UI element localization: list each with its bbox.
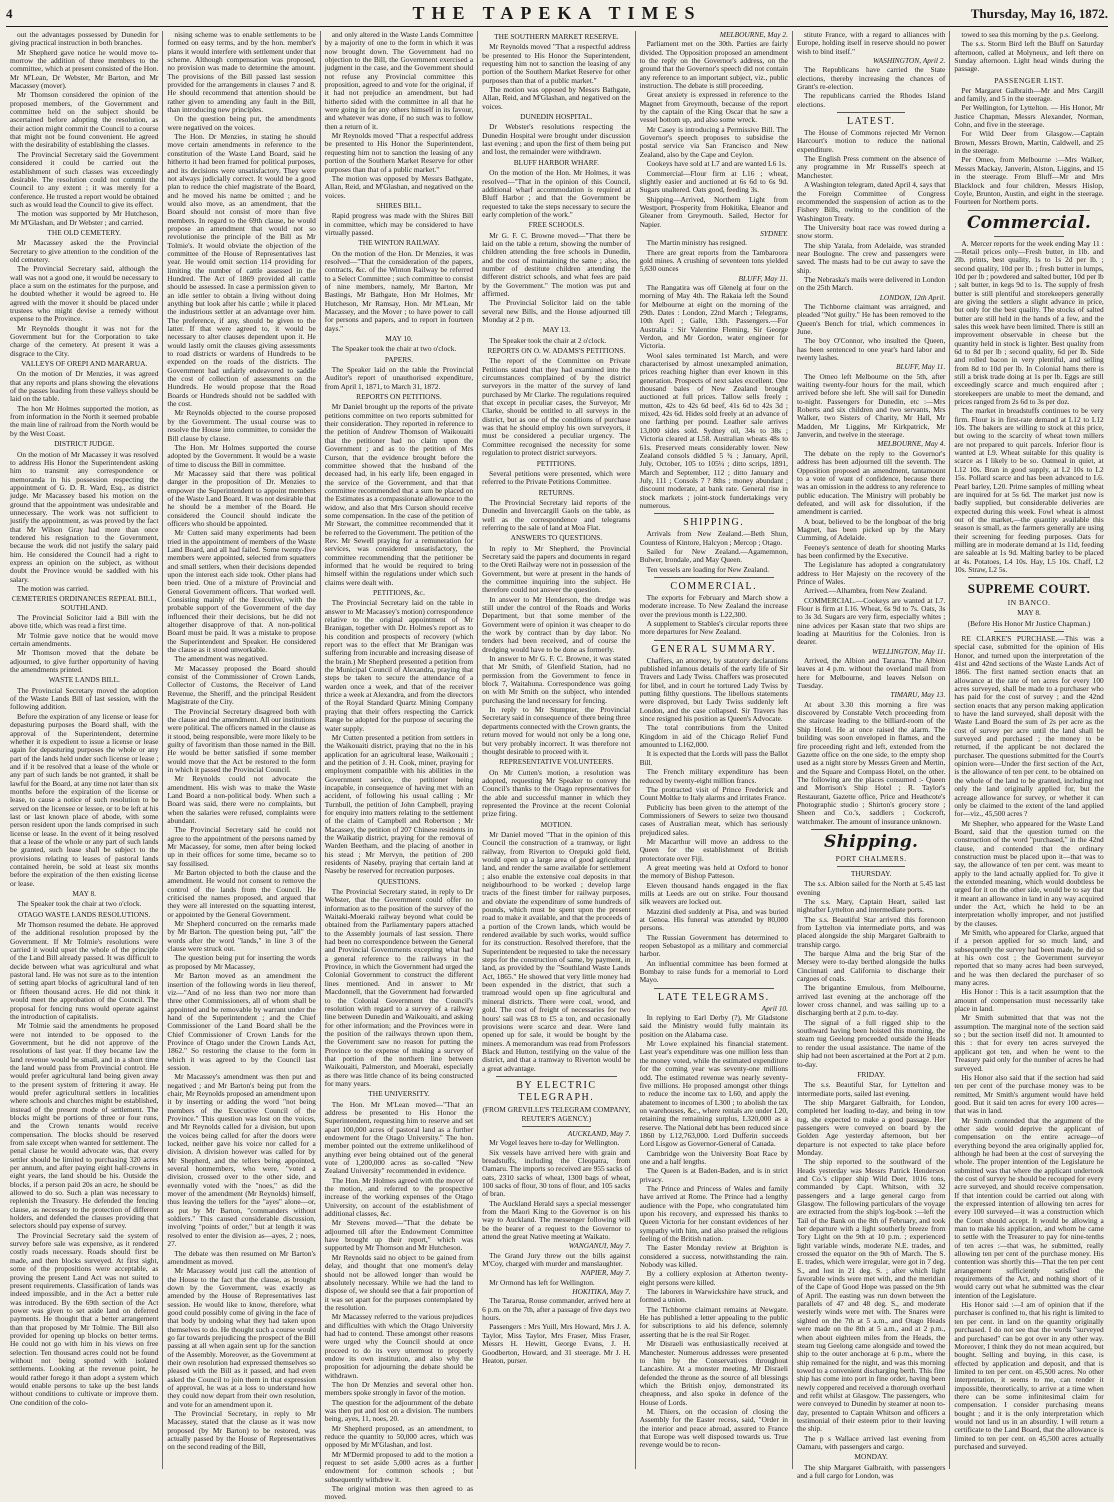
paragraph: Arrivals from New Zealand.—Beth Shun, Countess of Kintore, Halcyon ; Mercop ; Otago.: [639, 529, 788, 547]
paragraph: The Hon. Mr Holmes supported the course adopted by the Government. It would be a waste of time to discuss the Bill in committee.: [167, 442, 316, 469]
paragraph: The s.s. Albion sailed for the North at 5.45 last evening: [796, 879, 946, 897]
paragraph: Parliament met on the 30th. Parties are fairly divided. The Opposition proposed an amendment to the reply on the Governor's address, on the ground that the Governor's speech did not contain any reference to an important subject, viz., public instruction. The debate is still proceeding.: [639, 39, 788, 91]
divider: [496, 1076, 616, 1077]
section-heading: SHIPPING.: [683, 517, 745, 529]
dateline-place: WANGANUI, May 7.: [568, 1241, 631, 1251]
paragraph: The Tararua, Rouse commander, arrived here at 6 p.m. on the 7th, after a passage of five days two hours.: [482, 1296, 631, 1323]
dateline-place: TIMARU, May 13.: [890, 690, 946, 700]
paragraph: It is expected that the Lords will pass the Ballot Bill.: [639, 749, 788, 767]
paragraph: Mr Reynolds thought it was not for the Government but for the Corporation to take charge of the cemetery. At present it was a disgrace to the City.: [10, 323, 159, 358]
paragraph: The debate on the reply to the Governor's address has been adjourned till the seventh. The Opposition proposed an amendment, tantamount to a vote of want of confidence, because there was an omission in the address to any reference to public education. The Ministry will probably be defeated, and will ask for dissolution, if the amendment is carried.: [796, 448, 946, 517]
paragraph: The Provincial Secretary said the Government considered it could be carried out the establishment of such classes was exceedingly desirable. The resolution could not commit the Council to any extent ; it was merely for a conference. He trusted a report would be obtained such as would lead the Council to give its effect.: [10, 149, 159, 209]
paragraph: Arrived, the Albion and Tararua. The Albion leaves at 4 p.m. without the overland mail from here for Melbourne, and leaves Nelson on Tuesday.: [796, 656, 946, 691]
paragraph: The English Press comment on the absence of any programme in Mr Russell's speech at Manchester.: [796, 154, 946, 180]
paragraph: The barque Alma and the brig Star of the Mersey were to-day berthed alongside the hulks Cincinnati and California to discharge their cargoes of coals.: [796, 949, 946, 984]
paragraph: out the advantages possessed by Dunedin for giving practical instruction in both branches.: [10, 30, 159, 48]
paragraph: Mr Reynolds could not advocate the amendment. His wish was to make the Waste Land Board a non-political body. When such a Board was said, there were no complaints, but when the salaries were refused, complaints were abundant.: [167, 774, 316, 825]
masthead: [6, 2, 1108, 27]
paragraph: The Provincial Secretary moved the adoption of the Waste Lands Bill of last session, with the following addition.: [10, 685, 159, 712]
subheading: MOTION.: [540, 819, 573, 829]
date-line: FRIDAY.: [857, 1069, 886, 1079]
paragraph: The hon Mr Holmes supported the motion, as from information in the North it seemed probable the main line of railroad from the North would be by the West Coast.: [10, 403, 159, 438]
paragraph: The debate was then resumed on Mr Barton's amendment as moved.: [167, 1248, 316, 1266]
paragraph: The Tichborne claimant remains at Newgate. He has published a letter appealing to the public for subscriptions to aid his defence, solemnly asserting that he is the real Sir Roger.: [639, 1304, 788, 1339]
date-line: MAY 8.: [72, 889, 97, 899]
paragraph: The Provincial Secretary stated, in reply to Dr Webster, that the Government could offer no information as to the position of the survey of the Waitaki-Moeraki railway beyond what could be obtained from the Parliamentary papers attached to the Assembly journals of last session. There had been no correspondence between the General and Provincial Governments excepting what had a general reference to the railways in the Province, in which the Government had urged the Colonial Government to construct the different lines mentioned. And in answer to Mr Macdonnell, that the Government had forwarded to the Colonial Government the Council's resolution with regard to a survey of a railway line between Dunedin and Waikouaiti, and asking for other information; and the Provinces were in the position of the railways thrown upon them, the Government saw no reason for putting the Province to the expense of making a survey of that portion of the northern line between Waikouaiti, Palmerston, and Moeraki, especially as there was little chance of its being constructed for many years.: [324, 887, 474, 1088]
paragraph: Mr Macassey said that there was political danger in the proposition of Dr. Menzies to empower the Superintendent to appoint members of the Waste Land Board. It was not desirable that he should be a member of the Board. He considered the Council should indicate the officers who should be appointed.: [167, 468, 316, 528]
paragraph: Commercial—Flour firm at L16 ; wheat, slightly easier and auctioned at 6s 6d to 6s 9d. Sugars unaltered. Oats good, feeding 3s.: [639, 168, 788, 195]
paragraph: In replying to Earl Derby (?), Mr Gladstone said the Ministry would fully maintain its position on the Alabama case.: [639, 1013, 788, 1039]
dateline-place: AUCKLAND, May 7.: [567, 1128, 631, 1138]
section-subheading: PORT CHALMERS.: [835, 853, 907, 863]
paragraph: The p s Wallace arrived last evening from Oamaru, with passengers and cargo.: [796, 1433, 946, 1451]
paragraph: The question for the adjournment of the debate was then put and lost on a division. The numbers being, ayes, 11, noes, 20.: [324, 1397, 474, 1424]
paragraph: Mr Casey is introducing a Permissive Bill. The Governor's speech proposes to subsidise the postal service via San Francisco and New Zealand, also by the Cape and Ceylon.: [639, 124, 788, 159]
divider: [654, 577, 774, 578]
subheading: VALLEYS OF OREPI AND MARARUA.: [21, 359, 148, 369]
paragraph: A great meeting was held at Oxford to honor the memory of Bishop Patteson.: [639, 862, 788, 881]
paragraph: The Omeo left Melbourne on the 5th, after waiting twenty-four hours for the mail, which arrived before she left. She will sail for Dunedin to-night. Passengers for Dunedin, etc :—Mrs Roberts and six children and two servants, Mrs Walker, two Sisters of Charity, Mr Hall, Mr Madden, Mr Liggins, Mr Kirkpatrick, Mr Janverin, and twelve in the steerage.: [796, 371, 946, 440]
paragraph: The motion was supported by Mr Hutcheson, Mr M'Glashan, and Dr Webster ; and carried.: [10, 209, 159, 227]
paragraph: Mr Smith contended that the argument of the other side would deprive the applicant of compensation on the entire acreage—of everything beyond the area originally applied for, although he had been at the cost of surveying the whole. The proper intention of the Legislature he submitted was that where the applicant undertook the cost of survey he should be recouped for every acre surveyed, and should receive compensation. If that intention could be carried out along with the expressed intention of allowing ten acres for every 100 surveyed—it was a construction which the Court should accept. It would be allowing a man to make his application, and whom he came to settle with the Treasurer to pay for nine-tenths of ten acres :—that was, he submitted, really allowing ten per cent of the purchase money. His contention was shortly this—That the ten per cent arrangement sufficiently satisfied the requirements of the Act, and nothing short of it would carry out what he submitted was the clear intention of the Legislature.: [954, 1115, 1104, 1300]
paragraph: Several petitions were presented, which were referred to the Private Petitions Committee.: [482, 468, 631, 487]
divider: [837, 866, 905, 867]
paragraph: The Tichborne claimant was arraigned, and pleaded "Not guilty." He has been removed to the Queen's Bench for trial, which commences in June.: [796, 301, 946, 336]
paragraph: Publicity has been given to the attempt of the Commissioners of Sewers to seize two thousand cases of Australian meat, which has seriously prejudiced sales.: [639, 802, 788, 837]
subheading: THE OLD CEMETERY.: [47, 227, 121, 237]
paragraph: The University boat race was rowed during a snow storm.: [796, 222, 946, 241]
section-heading: COMMERCIAL.: [670, 580, 758, 592]
paragraph: Feeney's sentence of death for shooting Marks has been confirmed by the Executive.: [796, 542, 946, 560]
date-line: MAY 8.: [1017, 608, 1041, 618]
dateline-place: HOKITIKA, May 7.: [572, 1287, 631, 1297]
paragraph: The republicans carried the Rhodes Island elections.: [796, 91, 946, 109]
subheading: ANSWERS TO QUESTIONS.: [510, 533, 603, 543]
divider: [654, 640, 774, 641]
paragraph: The Queen is at Baden-Baden, and is in strict privacy.: [639, 1166, 788, 1184]
paragraph: The ship Margaret Galbraith, for London, completed her loading to-day, and being in tow tug, she expected to make a good passage. Her passengers were conveyed on board by the Golden Age yesterday afternoon, but her departure is not expected to take place before Monday.: [796, 1097, 946, 1157]
section-subheading: PASSENGER LIST.: [994, 75, 1064, 85]
paragraph: The Provincial Secretary said he could not agree to the appointment of the persons named by Mr Macassey, for some, men after being locked up in their offices for some time, became so to say fossilised.: [167, 825, 316, 868]
paragraph: His Honor said :—I am of opinion that if the purchaser is confined to, that his right is limited to ten per cent. in land on the quantity originally purchased. I do not see that the words "surveyed and purchased" can be got over in any other way. Moreover, I think they do not mean acquired, but bought. Selling and buying, in this case, is effected by application and deposit, and that is limited to ten per cent. on 45,500 acres. No other interpretation, it seems to me, can render it impossible, theoretically, to arrive at a time when there can be some infinitesimal claim for compensation. I consider purchasing means bought ; and it is the only interpretation which would not land us in an absurdity. I will return a certificate to the Land Board, that the allowance is limited to ten per cent. on 45,500 acres actually purchased and surveyed.: [954, 1300, 1104, 1451]
paragraph: The report of the Committee on Private Petitions stated that they had examined into the circumstances complained of by the district surveyors in the matter of the survey of land purchased by Mr Clarke. The regulations required that except in peculiar cases, the Surveyor, Mr Clarke, should be entitled to all surveys in the district, but as one of the conditions of purchase was that he should employ his own surveyors, it must be considered a peculiar urgency. The Committee recognised the necessity for some regulation to protect district surveyors.: [482, 356, 631, 458]
paragraph: His Honor also said that if the section had said ten per cent of the purchase money was to be remitted, Mr Smith's argument would have held good. But it said ten acres for every 100 acres—that was in land.: [954, 1072, 1104, 1116]
dateline-place: LONDON, 12th April.: [879, 292, 946, 302]
paragraph: The Republicans have carried the State elections, thereby increasing the chances of Grant's re-election.: [796, 65, 946, 92]
section-heading: LATE TELEGRAMS.: [657, 991, 770, 1003]
dateline-place: April 10.: [761, 1003, 788, 1013]
paragraph: The s.s. Mary, Captain Heart, sailed last nightafter Lyttelton and intermediate ports.: [796, 896, 946, 915]
column-7: [950, 31, 1107, 1469]
section-heading: BY ELECTRIC TELEGRAPH.: [516, 1079, 597, 1103]
paragraph: The French military expenditure has been reduced by twenty-eight million francs.: [639, 767, 788, 785]
paragraph: The Grand Jury threw out the bills against M'Coy, charged with murder and manslaughter.: [482, 1250, 631, 1269]
paragraph: Before the expiration of any license or lease for depasturing purposes the Board shall, with the approval of the Superintendent, determine whether it is expedient to issue a license or lease again for depasturing purposes the whole or any part of the lands held under such license or lease ; and if it be resolved that a lease of the whole or any part of such lands be not granted, it shall be lawful for the Board, at any time not later than six months before the expiration of the license or lease, to cause a notice of such resolution to be served on the licensee or lessee, or to be left at his last or last known place of abode, with some person resident upon the lands comprised in such license or lease. In the event of it being resolved that a lease of the whole or any part of such lands be granted, such lease shall be subject to the provisions relating to leases of pastoral lands contained herein, be sold at least six months before the expiration of the then existing license or lease.: [10, 711, 159, 888]
date-line: THURSDAY.: [850, 868, 892, 878]
paragraph: Mr G. F. C. Browne moved—"That there be laid on the table a return, showing the number of children attending the free schools in Dunedin, and the cost of maintaining the same ; also, the number of destitute children attending the different district schools, and what fees are paid by the Government." The motion was put and affirmed.: [482, 230, 631, 298]
subheading: BLUFF HARBOR WHARF.: [513, 157, 600, 167]
section-subheading: IN BANCO.: [1007, 598, 1051, 608]
paragraph: On the motion of the Hon. Mr Holmes, it was resolved—"That in the opinion of this Council, additional wharf accommodation is required at Bluff Harbor ; and that the Government be requested to take the steps necessary to secure the early completion of the work.": [482, 168, 631, 219]
paragraph: There are great reports from the Tambaroora gold mines. A crushing of seventeen tons yielded 5,630 ounces: [639, 247, 788, 274]
paragraph: Per Omeo, from Melbourne :—Mrs Walker, Messrs Mackay, Janverin, Alston, Liggins, and 15 in the steerage. From Bluff—Mr and Mrs Blacklock and four children, Messrs Hislop, Coyle, Brunton, Austin, and eight in the steerage. Fourteen for Northern ports.: [954, 155, 1104, 207]
paragraph: Great anxiety is expressed in reference to the Magnet from Greymouth, because of the report by the captain of the King Oscar that he saw a vessel bottom up, and also some wreck.: [639, 90, 788, 125]
paragraph: The House of Commons rejected Mr Vernon Harcourt's motion to reduce the national expenditure.: [796, 128, 946, 154]
paragraph: The Speaker took the chair at two o'clock.: [17, 899, 142, 909]
subheading: WASTE LANDS BILL.: [48, 675, 120, 685]
paragraph: For Wild Deer from Glasgow.—Captain Brown, Messrs Brown, Martin, Caldwell, and 25 in the steerage.: [954, 129, 1104, 156]
paragraph: The Provincial Secretary laid reports of the Dunedin and Invercargill Gaols on the table, as well as the correspondence and telegrams referring to the sale of land at Moa Flat.: [482, 497, 631, 532]
paragraph: Mr Cutten said many experiments had been tried in the appointment of members of the Waste Land Board, and all had failed. Some twenty-five members were appointed, selected from squatters and small settlers, when their decisions depended upon the interest each side took. Other plans had been tried. One of a mixture of Provincial and General Government officers. That worked well. Consisting mainly of the Executive, with the probable support of the Government of the day influenced their their decisions, but he did not altogether disapprove of that. A non-political Board must be paid. It was a mistake to propose the Superintendent and Speaker. He considered the clause as it stood unworkable.: [167, 528, 316, 655]
paragraph: RE CLARKE'S PURCHASE.—This was a special case, submitted for the opinion of His Honor, and turned upon the interpretation of the 41st and 42nd sections of the Waste Lands Act of 1866. The first named section enacts that an allowance at the rate of ten acres for every 100 acres surveyed, shall be made to a purchaser who has paid for the cost of survey ; and the 42nd section enacts that any person making application to have the land surveyed, shall deposit with the Waste Land Board the sum of 2s per acre as the cost of survey per acre until the land shall be surveyed and purchased ; the money to be returned, if the applicant be not declared the purchaser. The questions submitted for the Court's opinion were—Under the first section of the Act, is the allowance of ten per cent. to be obtained on the whole of the land to be granted, including not only the land originally applied for, but the acreage allowance for survey, or whether it can only be claimed to the extent of the land applied for—viz., 45,500 acres ?: [954, 633, 1104, 819]
paragraph: Mr Daniel moved "That in the opinion of this Council the construction of a tramway, or light railway, from Riverton to Orepuki gold field, would open up a large area of good agricultural land, and render the same available for settlement ; also enable the extensive coal deposits in that neighbourhood to be worked ; develop large tracts of the finest timber for railway purposes, and obviate the expenditure of some hundreds of pounds, which must be spent upon the present road to make it available, and that the proceeds of a portion of the Crown lands, which would be rendered available by such works, would suffice for its construction. Resolved therefore, that the Superintendent be requested to take the necessary steps for the construction of same, by payment, in land, as provided by the "Southland Waste Lands Act, 1865." He showed that very little money had been expended in the district, that such a tramroad would open up fine agricultural and mineral districts. There were coal, wood, and gold. The cost of freight of necessaries for two hours' sail was £8 to £5 a ton, and occasionally provisions were scarce and dear. Were land opened up for sale, it would be bought by the miners. A memorandum was read from Professors Black and Hutton, testifying on the value of the district, and that a tramway to Riverton would be a great advantage.: [482, 829, 631, 1073]
columns-container: [6, 30, 1108, 1502]
paragraph: Mr Daniel brought up the reports of the private petitions committee on two reports submitted for their consideration. They reported in reference to the petition of Andrew Thomson of Waikouaiti that the petitioner had no claim upon the Government ; and as to the petition of Mrs Curson, that the evidence brought before the committee showed that the husband of the deceased had, in his early life, been engaged in the service of the Government, and that that committee recommended that a sum be placed on the Estimates as a compassionate allowance to the widow, and also that Mrs Curson should receive some compensation. In the case of the petition of Mr Stewart, the committee recommended that it be referred to the Government. The petition of the Rev. Mr Sewell praying for a remuneration for services, was considered unsatisfactory, the committee recommending that the petitioner be informed that he would be required to bring himself within the regulations under which such claims were dealt with.: [324, 402, 474, 587]
paragraph: Rapid progress was made with the Shires Bill in committee, which may be considered to have virtually passed.: [324, 211, 474, 237]
paragraph: At about 3.30 this morning a fire was discovered by Constable Vetch proceeding from the staircase leading to the billiard-room of the Ship Hotel. He at once raised the alarm. The building was soon enveloped in flames, and the fire proceeding right and left, extended from the Gazette office on the one side, to the empty shop used as a night store by Messrs Green and Mertin, and the Square and Compass Hotel, on the other. The following are the places consumed :- Queen and Morrison's Ship Hotel ; R. Taylor's Restaurant, Gazette office, Price and Heathcote's Photographic studio ; Shirton's grocery store ; Sheen and Co.'s, saddlers ; Cockcroft, watchmaker. The amount of insurance unknown.: [796, 699, 946, 826]
paragraph: The Speaker laid on the table the Provincial Auditor's report of unauthorised expenditure, from April 1, 1871, to March 31, 1872.: [324, 365, 474, 391]
paragraph: Mr Barton moved as an amendment the insertion of the following words in lieu thereof, viz—"And of no less than two nor more than three other Commissioners, all of whom shall be appointed and be removable by warrant under the hand of the Superintendent ; and the Chief Commissioner of the Land Board shall be the Chief Commissioner of Crown Lands for the Province of Otago under the Crown Lands Act, 1862." So restoring the clause to the form in which it was agreed to by the Council last session.: [167, 971, 316, 1072]
paragraph: Mr Reynolds moved "That a respectful address be presented to His Honor the Superintendent, requesting him not to sanction the leasing of any portion of the Southern Market Reserve for other purposes than that of a public market.": [324, 131, 474, 174]
paragraph: Ten vessels are loading for New Zealand.: [646, 564, 769, 574]
paragraph: Mr Reynolds objected to the course proposed by the Government. The usual course was to resolve the House into committee, to consider the Bill clause by clause.: [167, 408, 316, 443]
paragraph: The total contributions from the United Kingdom in aid of the Chicago Relief Fund amounted to L162,000.: [639, 723, 788, 750]
paragraph: A Washington telegram, dated April 4, says that the Foreign Committee of Congress recommended the suspension of action as to the Fishery Bills, owing to the condition of the Washington Treaty.: [796, 180, 946, 223]
paragraph: Wool sales terminated 1st March, and were characterised by almost unexampled animation, prices reaching higher than ever known in this generation. Prospects of next sales excellent. One thousand bales of New Zealand brought auctioned at full prices. Tallow sells freely ; mutton, 42s to 42s 6d beef, 41s 6d to 42s 3d ; mixed, 42s 6d. Hides sold freely at an advance of one farthing per pound. Leather sale arrives 13,000 sides sold. Sydney oil, 34s to 38s ; Victoria cleared at L58. Australian wheats 48s to 61s. Preserved meats considerably lower. New Zealand consols diddled 5 ¾ ; January, April, July, October, 105 to 105¼ ; ditto scrips, 1891, March and September, 112 ; ditto January and July, 111 ; Consols 7 ? 8ths ; money abundant ; discount moderate, at bank rate. General rise in stock markets ; joint-stock fundertakings very numerous.: [639, 350, 788, 510]
paragraph: Chaffers, an attorney, by statutory declarations published infamous details of the early life of Sir Travers and Lady Twiss. Chaffers was prosecuted for libel, and in court he tortured Lady Twiss by putting filthy questions. The libellous statements were disproved, but Lady Twiss suddenly left London, and the case collapsed. Sir Travers has since resigned his position as Queen's Advocate.: [639, 655, 788, 724]
paragraph: On the motion of Mr Macassey it was resolved to address His Honor the Superintendent asking him to transmit any correspondence or memoranda in his possession respecting the appointment of G. D. R. Ward, Esq., as district judge. Mr Macassey based his motion on the ground that the appointment was undesirable and unnecessary. The work was not sufficient to justify the appointment, as was proved by the fact that Mr Wilson Gray had more than once tendered his resignation to the Government, because the work did not justify the salary paid him. He considered the Council had a right to express an opinion on the subject, as without doubt the Province would be saddled with his salary.: [10, 449, 159, 584]
paragraph: Mr Lowe explained his financial statement. Last year's expenditure was one million less than the money voted, while the estimated expenditure for the coming year was seventy-one millions odd. The estimated revenue was nearly seventy-five millions. He proposed amongst other things to reduce the income tax to L60, and apply the abatement to incomes of L300 ; to abolish the tax on warehouses, &c., where rentals are under L20, retaining the remaining surplus, L320,000 as a reserve. The National debt has been reduced since 1860 by L12,763,000. Lord Dufferin succeeds Lord Lisgow as Governor-General of Canada.: [639, 1039, 788, 1149]
paragraph: The Provincial Solicitor laid a Bill with the above title, which was read a first time.: [10, 613, 159, 631]
divider: [994, 236, 1063, 237]
paragraph: The Auckland Herald says a special messenger from the Maori King to the Governor is on his way to Auckland. The messenger following will be the bearer of a request to the Governor to attend the great Native meeting at Waikato.: [482, 1198, 631, 1242]
paragraph: The signal of a full rigged ship to the southward having been hoisted this morning, the steam tug Geelong proceeded outside the Heads to render the usual assistance. The name of the ship had not been ascertained at the Port at 2 p.m. to-day.: [796, 1017, 946, 1069]
subheading: PAPERS.: [384, 354, 414, 364]
paragraph: The Speaker took the chair at 2 o'clock.: [489, 335, 607, 345]
paragraph: The Prince and Princess of Wales and family have arrived at Rome. The Prince had a lengthy audience with the Pope, who congratulated him upon his recovery, and expressed his thanks to Queen Victoria for her constant evidences of her sympathy with him, and also praised the religious feeling of the British nation.: [639, 1183, 788, 1244]
paragraph: towed to sea this morning by the p.s. Geelong.: [961, 30, 1099, 39]
subheading: SHIRES BILL.: [376, 200, 422, 210]
dateline-place: WASHINGTON, April 2.: [873, 56, 946, 66]
paragraph: Mr Tolmie gave notice that he would move certain amendments.: [10, 630, 159, 649]
divider: [837, 112, 905, 113]
paragraph: Mr Reynolds moved "That a respectful address be presented to His Honor the Superintendent, requesting him not to sanction the leasing of any portion of the Southern Market Reserve for other purposes than that of a public market.": [482, 42, 631, 85]
dateline-place: WELLINGTON, May 11.: [872, 646, 946, 656]
dateline-place: MELBOURNE, May 2.: [719, 30, 788, 39]
paragraph: The motion was opposed by Messrs Bathgate, Allan, Reid, and M'Glashan, and negatived on the voices.: [324, 173, 474, 200]
paragraph: Mazzini died suddenly at Pisa, and was buried at Genoa. His funeral was attended by 80,000 persons.: [639, 906, 788, 933]
paragraph: Mr Thomson considered the opinion of the proposed members, of the Government and committee held on the subject should be ascertained before adopting the resolution, as their action might commit the Council to a course that might not be found convenient. He agreed with the desirability of establishing the classes.: [10, 90, 159, 150]
paragraph: The protracted visit of Prince Frederick and Count Moltke to Italy alarms and irritates France.: [639, 784, 788, 803]
paragraph: Mr Smith submitted that that was not the assumption. The marginal note of the section said so ; but the section itself did not. It amounted to this : that for every ten acres surveyed the applicant got ten, and when he went to the Treasury paid only for the number of acres he had surveyed.: [954, 1013, 1104, 1073]
paragraph: The Hon. Mr M'Lean moved—"That an address be presented to His Honor the Superintendent, requesting him to reserve and set apart 100,000 acres of pastoral land as a further endowment for the Otago University." The hon. member pointed out the extreme unlikelihood of anything ever being obtained out of the general vote of 1,200,000 acres as so-called "New Zealand University" recommended in evidence.: [324, 1099, 474, 1176]
paragraph: Mr Reynolds said no object to be gained from delay, and thought that one moment's delay should not be allowed longer than would be absolutely necessary. While we had the land to dispose of, we should see that a fair proportion of it was set apart for the purposes contemplated by the resolution.: [324, 1252, 474, 1312]
divider: [522, 1126, 590, 1127]
section-title: SUPREME COURT.: [967, 581, 1091, 597]
paragraph: Mr Shepherd proposed, as an amendment, to reduce the quantity to 50,000 acres, which was opposed by Mr M'Glashan, and lost.: [324, 1423, 474, 1450]
paragraph: The s.s. Beautiful Star arrived this forenoon from Lyttelton via intermediate ports, and was placed alongside the ship Margaret Galbraith to tranship cargo.: [796, 914, 946, 949]
divider: [994, 631, 1063, 632]
paragraph: The market in breadstuffs continues to be very firm. Flour is in first-rate demand at L12 to L12 10s. The bakers are willing to stock at this price, but owing to the scarcity of wheat town millers are not prepared to quit parcels. Inferior flour is wanted at L9. Wheat suitable for this quality is scarce as I likely to be so. Oatmeal in quiet, at L12 10s. Bran in good supply, at L2 10s to L2 15s. Pollard scarce and has been advanced to L6. Pearl barley, L20. Prime samples of milling wheat are inquired for at 5s 6d. The market just now is badly supplied, but considerable deliveries are expected during this week. Fowl wheat is almost out of the market,—the quantity available this season is small, as the farmers generally are using their screening for feeding purposes. Oats for milling are in moderate demand at 1s 11d, feeding are saleable at 1s 9d. Malting barley to be placed at 4s. Potatoes, L4 10s. Hay, L5 10s. Chaff, L2 10s. Straw, L2 5s.: [954, 406, 1104, 574]
paragraph: Cambridge won the University Boat Race by one and a half lengths.: [639, 1148, 788, 1166]
dateline-place: MELBOURNE, May 4.: [877, 439, 946, 449]
column-1: [6, 31, 163, 1469]
paragraph: The amendment was negatived.: [174, 654, 268, 664]
paragraph: Mr Barton objected to both the clause and the amendment. He would not consent to remove the control of the lands from the Council. He criticised the names proposed, and argued that they were all interested on the squatting interest, or appointed by the General Government.: [167, 868, 316, 919]
paragraph: A supplement to Stables's circular reports three more departures for New Zealand.: [639, 619, 788, 637]
column-4: [478, 31, 635, 1469]
divider: [654, 513, 774, 514]
date-line: MAY 13.: [542, 325, 571, 335]
paragraph: Passengers : Mrs Yuill, Mrs Howard, Mrs J. A. Taylor, Miss Taylor, Mrs Fraser, Miss Fraser, Messrs H. Hewitt, George Evans, J. H. Goodberton, Howard, and 31 steerage. Mr J. H. Heaton, purser.: [482, 1322, 631, 1365]
paragraph: Mr Stevens moved—"That the debate be adjourned till after the Endowment Committee have brought up their report," which was supported by Mr Thomson and Mr Hutcheson.: [324, 1218, 474, 1253]
subheading: DUNEDIN HOSPITAL.: [520, 112, 593, 122]
paragraph: The original motion was then agreed to as moved.: [324, 1484, 474, 1502]
dateline-place: NAPIER, May 7.: [580, 1268, 631, 1278]
subheading: THE WINTON RAILWAY.: [358, 238, 440, 248]
paragraph: On the motion of the Hon. Dr Menzies, it was resolved—"That the consideration of the papers, contracts, &c. of the Winton Railway be referred to a Select Committee ; such committee to consist of nine members, namely, Mr Barton, Mr Bastings, Mr Bathgate, Hon Mr Holmes, Mr Hutcheson, Mr Ramsay, Hon. Mr M'Lean, Mr Macassey, and the Mover ; to have power to call for persons and papers, and to report in fourteen days.": [324, 248, 474, 333]
paragraph: Mr Macassey proposed the Board should consist of the Commissioner of Crown Lands, Collector of Customs, the Receiver of Land Revenue, the Sheriff, and the principal Resident Magistrate of the City.: [167, 663, 316, 707]
paragraph: Mr Shepher, who appeared for the Waste Land Board, said that the question turned on the construction of the word "purchased," in the 42nd clause, and contended that the ordinary construction must be placed upon it—that was to say, the allowance of ten per cent. was meant to apply to the land actually applied for. To give it the extended meaning, which would doubtless be urged for it on the other side, would be to say that it meant an allowance in land in any way acquired under the Act, which he held to be an interpretation wholly improper, and not justified by the clauses.: [954, 818, 1104, 928]
paragraph: The Provincial Secretary disagreed both with the clause and the amendment. All our institutions were political. The officers named in the clause as it stood, being responsible, were more likely to be guilty of favoritism than those named in the Bill. He would be better satisfied if some member would move that the Act be restored to the form in which it passed the Provincial Council.: [167, 706, 316, 774]
paragraph: Eleven thousand hands engaged in the flax mills at Leeds are out on strike. Four thousand silk weavers are locked out.: [639, 880, 788, 907]
subheading: FREE SCHOOLS.: [528, 220, 585, 230]
paragraph: The Legislature has adopted a congratulatory address to Her Majesty on the recovery of the Prince of Wales.: [796, 560, 946, 586]
paragraph: Mr Macassey would just call the attention of the House to the fact that the clause, as brought down by the Government, was exactly as amended by the House of Representatives last session. He would like to know, therefore, what good could possibly come of giving in the face of that body by undoing what they had taken upon themselves to do. He thought such a course would go far towards prejudicing the prospect of the Bill passing at all when again sent up for the sanction of the Assembly. Moreover, as the Government at their own resolution had expressed themselves so pleased with the Bill as it passed, and had even asked the Council to join them in that expression of approval, he was at a loss to understand how they could now depart from their own resolution, and vote for an amendment upon it.: [167, 1266, 316, 1409]
page-number: 4: [6, 6, 13, 21]
paragraph: Arrived.—Alhambra, from New Zealand.: [803, 586, 928, 596]
paragraph: The Russian Government has determined to reopen Sebastopol as a military and commercial harbor.: [639, 932, 788, 959]
column-2: [163, 31, 320, 1469]
paragraph: The boy O'Connor, who insulted the Queen, has been sentenced to one year's hard labor and twenty lashes.: [796, 336, 946, 363]
subheading: DISTRICT JUDGE.: [54, 439, 115, 449]
subheading: REPRESENTATIVE VOLUNTEERS.: [499, 757, 614, 767]
paragraph: The laborers in Warwickshire have struck, and formed a union.: [639, 1287, 788, 1305]
paragraph: In reply to Mr Shepherd, the Provincial Secretary said the papers and documents in regard to the Oreti Railway were not in possession of the Government, but were at present in the hands of the committee inquiring into the subject. He therefore could not answer the question.: [482, 543, 631, 595]
date-line: (Before His Honor Mr Justice Chapman.): [967, 618, 1091, 628]
paragraph: Mr Tolmie said the amendments he proposed were not intended to be opposed to the Government, but he did not approve of the resolutions of last year. If they became law the land revenue would be small, and in a short time the land would pass from Provincial control. He would prefer agricultural land being given away to the present system of frittering it away. He would prefer agricultural settlers in localities where schools and churches might be established, instead of the present mode of settlement. The blocks might be portions of three or four runs, and the Crown tenants would receive compensation. The blocks should be reserved from sale except when wanted for settlement. The penal clause he would advocate was, that every settler should be limited to purchasing 320 acres per annum, and after paying eight half-crowns in eight years, the land should be his. Outside the blocks, if a person paid 20s an acre, he should be allowed to do so. Such a plan was necessary to replenish the Treasury. He defended the fencing clause, as necessary to the protection of different holders, and defended the clauses providing that selectors should pay expense of survey.: [10, 1021, 159, 1231]
paragraph: In answer to Mr G. F. C. Browne, it was stated that Mr Smith, of Glenfield Station, had no permission from the Government to fence in block 7, Waitahuna. Correspondence was going on with Mr Smith on the subject, who intended purchasing the land necessary for fencing.: [482, 654, 631, 705]
paragraph: The Provincial Solicitor laid on the table several new Bills, and the House adjourned till Monday at 2 p m.: [482, 298, 631, 324]
paragraph: The motion was opposed by Messrs Bathgate, Allan, Reid, and M'Glashan, and negatived on the voices.: [482, 85, 631, 111]
paragraph: The Provincial Secretary said, although the wall was not a good one, it would be necessary to place a sum on the estimates for the purpose, and he doubted whether it would be agreed to. He agreed with the mover it should be placed under trustees who might devise a remedy without expense to the Province.: [10, 264, 159, 324]
subheading: REPORTS ON O. W. ADAMS'S PETITIONS.: [487, 346, 626, 356]
paragraph: Mr Shepherd gave notice he would move to-morrow the addition of three members to the committee, which at present consisted of the Hon. Mr M'Lean, Dr Webster, Mr Barton, and Mr Macassey (mover).: [10, 47, 159, 91]
paragraph: The s.s. Storm Bird left the Bluff on Saturday afternoon, called at Molyneux, and left there on Sunday afternoon. Light head winds during the passage.: [954, 39, 1104, 74]
divider: [654, 988, 774, 989]
paragraph: Mr Macassey referred to the various prejudices and difficulties with which the Otago University had had to contend. These amongst other reasons were urged why the Council should at once proceed to do its very uttermost to properly endow its own institution, and also why the proposition for adjourning the debate should be withdrawn.: [324, 1312, 474, 1380]
paragraph: The Easter Monday review at Brighton is considered a success, notwithstanding the rain. Nobody was killed.: [639, 1243, 788, 1270]
paragraph: In reply to Mr Stumpter, the Provincial Secretary said in consequence of there being three departments connected with the Crown grants, the return moved for would not only be a long one, but very probably incorrect. It was therefore not thought desirable to proceed with it.: [482, 705, 631, 756]
divider: [811, 829, 931, 830]
section-heading: LATEST.: [846, 116, 896, 128]
paragraph: The hon Dr Menzies and several other hon. members spoke strongly in favor of the motion.: [324, 1379, 474, 1398]
date-line: MAY 10.: [385, 334, 413, 344]
subheading: OTAGO WASTE LANDS RESOLUTIONS.: [18, 909, 151, 919]
paragraph: M. Thiers, on the occasion of closing the Assembly for the Easter recess, said, "Order in the interior and peace abroad, assured to France that Europe was well disposed towards us. True revenge would be to recon-: [639, 1406, 788, 1450]
paragraph: In answer to Mr Henderson, the dredge was still under the control of the Roads and Works Department, but that some member of the Government were of opinion it was cheaper to do the work by contract than by day labor. No tenders had been received, and of course the dredging would have to be done as formerly.: [482, 594, 631, 654]
paragraph: By a colliery explosion at Atherton twenty-eight persons were killed.: [639, 1269, 788, 1287]
paragraph: The exports for February and March show a moderate increase. To New Zealand the increase over the previous month is L22,300.: [639, 592, 788, 619]
paragraph: The Provincial Secretary laid on the table in answer to Mr Macassey's motion) correspondence relative to the original appointment of Mr Branigan, together with Dr. Holmes's report as to his condition and prospects of recovery (which report was to the effect that Mr Branigan was suffering from incurable and increasing disease of the brain.) Mr Shepherd presented a petition from the Municipal Council of Alexandra, praying that steps be taken to secure the attendance of a warden once a week, and that of the receiver thrice a week at Alexandra, and from the directors of the Royal Standard Quartz Mining Company praying that their offers respecting the Carrick Range be adopted for the purpose of securing the water supply.: [324, 598, 474, 733]
column-6: [793, 30, 950, 1480]
paragraph: Six vessels have arrived here with grain and breadstuffs, including the Cleopatra, from Oamaru. The imports so received are 955 sacks of oats, 2310 sacks of wheat, 1300 bags of wheat, 100 sacks of flour, 30 tons of flour, and 105 sacks of bran.: [482, 1147, 631, 1199]
subheading: PETITIONS, &c.: [372, 588, 425, 597]
paragraph: Mr Thomson moved that the debate be adjourned, to give further opportunity of having the amendments printed.: [10, 648, 159, 675]
subheading: QUESTIONS.: [377, 876, 421, 886]
paragraph: The Hon. Mr Holmes agreed with the mover of the motion, and referred to the prospective increase of the working expenses of the Otago University, on account of the establishment of additional classes, &c.: [324, 1175, 474, 1219]
paragraph: The Rangatira was off Glenelg at four on the morning of May 4th. The Rakaia left the Sound for Melbourne at eight on the morning of the 29th. Dates : London, 22nd March ; Telegrams, 10th April ; Galle, 13th. Passengers.—For Australia : Sir Valentine Fleming, Sir George Verdon, and Mr Gordon, water engineer for Victoria.: [639, 282, 788, 351]
paragraph: The Martin ministry has resigned.: [646, 238, 747, 248]
section-title: Commercial.: [966, 212, 1092, 233]
paragraph: The brigantine Emulous, from Melbourne, arrived last evening at the anchorage off the lower cross channel, and was sailing up to a discharging berth at 2 p.m. to-day.: [796, 983, 946, 1018]
paragraph: The question being put for inserting the words as proposed by Mr Macassey,: [167, 953, 316, 971]
paragraph: stitute France, with a regard to alliances with Europe, holding itself in reserve should no power wish to bind itself.": [796, 30, 946, 56]
column-5: [636, 31, 793, 1469]
paragraph: The Provincial Secretary said the system of survey before sale was expensive, as it rendered costly roads necessary. Roads should first be made, and then blocks surveyed. At first sight, some of the propositions were acceptable, as proving the present Land Act was not suited to present requirements. Classification of lands was indeed impossible, and in the Act a better rule was introduced. By the 69th section of the Act power was given to set aside land on deferred payments. He thought that a better arrangement than that proposed by Mr Tolmie. The Bill also provided for opening up blocks on better terms. He could not go with him in his views on free selection. Ten thousand acres could not be found without not being spotted with isolated settlements. Looking at the revenue point, he would rather forego it than adopt a system which would enable persons to take up the best lands without conditions to cultivate or improve them. One condition of the colo-: [10, 1230, 159, 1407]
paragraph: Sailed for New Zealand.—Agamemnon, Bulwer, Irondale, and May Queen.: [639, 546, 788, 565]
paragraph: Mr Macarthur will move an address to the Queen for the establishment of British protectorate over Fiji.: [639, 836, 788, 863]
dateline-place: BLUFF, May 11.: [895, 362, 946, 372]
issue-date: Thursday, May 16, 1872.: [970, 6, 1108, 21]
paragraph: The Provincial Secretary, in reply to Mr Macassey, stated that the clause as it was now proposed (by Mr Barton) to be restored, was actually passed by the House of Representatives on the second reading of the Bill,: [167, 1409, 316, 1452]
paragraph: On the motion of Dr Menzies, it was agreed that any reports and plans showing the elevations of the passes leading from these valleys should be laid on the table.: [10, 369, 159, 404]
paragraph: A boat, believed to be the longboat of the brig Magnet, has been picked up by the Mary Cumming, of Adelaide.: [796, 516, 946, 543]
paragraph: Mr Macassey asked the the Provincial Secretary to give attention to the condition of the old cemetery.: [10, 238, 159, 264]
paragraph: Per Wellington, for Lyttelton. — His Honor, Mr Justice Chapman, Messrs Alexander, Norman, Cohn, and five in the steerage.: [954, 103, 1104, 130]
paragraph: His Honor : This is a tacit assumption that the amount of compensation must necessarily take place in land.: [954, 987, 1104, 1014]
paragraph: nising scheme was to enable settlements to be formed on easy terms, and by the hon. member's plans it would interfere with settlement under that scheme. Although compensation was proposed, no provision was made to determine the amount. The provisions of the Bill passed last session provided for the arrangements in clauses 7 and 8. He should recommend that attention should be rather given to amending any fault in the Bill, than introducing new principles.: [167, 30, 316, 115]
section-title: Shipping.: [824, 831, 919, 852]
source-note: (FROM GREVILLE'S TELEGRAM COMPANY, REUTER'S AGENCY.): [482, 1104, 631, 1123]
paragraph: Mr M'Dermid proposed to add to the motion a request to set aside 5,000 acres as a further endowment for common schools ; but subsequently withdrew it.: [324, 1449, 474, 1484]
subheading: THE SOUTHERN MARKET RESERVE.: [494, 32, 619, 41]
divider: [968, 210, 1089, 211]
paragraph: Cookeys have sold at L7 and are wanted L6 1s.: [646, 159, 787, 169]
paragraph: Mr Shepherd concurred on the remarks made by Mr Barton. The question being put, "all" the words after the word "lands," in line 3 of the clause were struck out.: [167, 919, 316, 954]
paragraph: and only altered in the Waste Lands Committee by a majority of one to the form in which it was now brought down. The Government had no objection to the Bill, the Government exercised a judgment in the case, and the Government should not refuse any Provincial committee this proposition, agreed to and vote for the original, if it had not prejudice an amendment, but had hitherto sided with the committee in all that he were going in for any others himself in its favour, and whatever was done, if no such was to follow then a return of it.: [324, 30, 474, 131]
paragraph: The ship Margaret Galbraith, with passengers and a full cargo for London, was: [796, 1462, 946, 1480]
paragraph: The Hon. Dr Menzies, in stating he should move certain amendments in reference to the constitution of the Waste Land Board, said he hitherto it had been framed for political purposes, and its decisions were unsatisfactory. They were not always judicially correct. It would be a good plan to reduce the chief magistrate of the Board, and he moved his name be omitted ; and he would also move, as an amendment, that the Board should not consist of more than five members. In regard to the 69th clause, he would propose an amendment that would not so revolutionise the principle of the Bill as Mr Tolmie's. It would obviate the objection of the committee of the House of Representatives last year. He would omit section 114 providing for limiting the number of cattle assessed in the Hundred. The Act of 1869 provided all cattle should be assessed. In case a permission given to an idle settler to obtain a living without doing anything but look after his cattle ; while it placed the industrious settler at an advantage over him. The preference, if any, should be given to the latter. If that were agreed to, it would be necessary to alter clauses dependent upon it. He would lastly omit the clauses giving assessments to road districts or wardens of Hundreds to be expended on the roads of the districts. The Government had unfairly endeavored to saddle the cost of collection of assessments on the Hundreds. He would propose that the Road Boards or Hundreds should not be saddled with the cost.: [167, 132, 316, 409]
paragraph: Mr Disraeli was enthusiastically received at Manchester. Numerous addresses were presented to him by the Conservatives throughout Lancashire. At a monster meeting, Mr Disraeli defended the throne as the source of all blessings which the British enjoy, demonstrated its cheapness, and also spoke in defence of the House of Lords.: [639, 1339, 788, 1407]
paragraph: The ship reported to the southward of the Heads yesterday was Messrs Patrick Henderson and Co.'s clipper ship Wild Deer, 1016 tons, commanded by Capt. Whitson, with 32 passengers and a large general cargo from Glasgow. The following particulars of the voyage are extracted from the ship's log-book :—left the Tail of the Bank on the 8th of February, and took her departure with a light southerly breeze from Tory Light on the 9th at 10 p.m. ; experienced light variable winds, moderate N.E. trades, and crossed the equator on the 9th of March. The S. E. trades, which were irregular, were got in 7 deg. S., and lost in 21 deg. S. ; after which light favorable winds were met with, and the meridian of the Cape of Good Hope was passed on the 9th of April. The easting was run down between the parallels of 47 and 48 deg. S., and moderate westerly winds were met with. The Snares were sighted on the 7th at 5 a.m., and Otago Heads were made on the 8th at 5 a.m., and at 2 p.m., when about eighteen miles from the Heads, the steam tug Geelong came alongside and towed the ship to the outer anchorage at 6 p.m., where the ship remained for the night, and was this morning towed to a convenient discharging berth. This fine ship has come into port in fine order, having been newly coppered and received a thorough overhaul and refit whilst at Glasgow. The passengers, who were conveyed to Dunedin by steamer at noon to-day, presented to Captain Whitson and officers a testimonial of their esteem prior to their leaving the ship.: [796, 1157, 946, 1434]
subheading: RETURNS.: [538, 487, 575, 497]
paragraph: Mr Smith, who appeared for Clarke, argued that if a person applied for so much land, and subsequently the survey had been made, he did so at his own cost ; the Government surveyor reported that so many acres had been surveyed, and he was then declared the purchaser of so many acres.: [954, 928, 1104, 988]
paragraph: On the question being put, the amendments were negatived on the voices.: [167, 114, 316, 132]
subheading: THE UNIVERSITY.: [368, 1089, 430, 1099]
paragraph: Mr Vogel leaves here to-day for Wellington.: [489, 1138, 620, 1148]
newspaper-title: THE TAPEKA TIMES: [412, 3, 702, 23]
paragraph: Per Margaret Galbraith—Mr and Mrs Cargill and family, and 5 in the steerage.: [954, 85, 1104, 104]
subheading: PETITIONS.: [536, 458, 576, 468]
paragraph: The ship Yatala, from Adelaide, was stranded near Boulogne. The crew and passengers were saved. The masts had to be cut away to save the ship.: [796, 240, 946, 275]
paragraph: The s.s. Beautiful Star, for Lyttelton and intermediate ports, sailed last evening.: [796, 1080, 946, 1098]
paragraph: Dr Webster's resolutions respecting the Dunedin Hospital were brought under discussion last evening ; and upon the first of them being put and lost, the remainder were withdrawn.: [482, 122, 631, 157]
paragraph: The Nebraska's mails were delivered in London on the 25th March.: [796, 274, 946, 293]
divider: [968, 577, 1089, 578]
section-heading: GENERAL SUMMARY.: [651, 643, 777, 655]
date-line: MONDAY.: [854, 1452, 888, 1462]
paragraph: Mr Thomson resumed the debate. He approved of the additional resolution proposed by the Government. If Mr Tolmie's resolutions were carried it would upset the whole of the principle of the Land Bill already passed. It was difficult to decide between what was agricultural and what pastoral land. He was not sure as to the intention of setting apart blocks of agricultural land of ten or fifteen thousand acres. He did not think it would meet the approbation of the Council. The proposal for fencing runs would operate against the introduction of capitalists.: [10, 920, 159, 1021]
paragraph: Mr Cutten presented a petition from settlers in the Waikouaiti district, praying that no the in his application for an agricultural lease, Waikouaiti ; and the petition of J. H. Cook, miner, praying for employment compatible with his abilities in the Government service, the petitioner being incapable, in consequence of having met with an accident, of following his usual calling ; Mr Turnbull, the petition of John Campbell, praying for enquiry into matters relating to the settlement of the claim of Campbell and Robertson ; Mr Macassey, the petition of 207 Chinese residents in the Waikatip district, praying for the removal of Warden Beetham, and the placing of another in his stead ; Mr Mervyn, the petition of 200 residents of Naseby, praying that certain land at Naseby be reserved for recreation purposes.: [324, 732, 474, 876]
paragraph: On Mr Cutten's motion, a resolution was adopted, requesting Mr Speaker to convey the Council's thanks to the Otago representatives for the able and successful manner in which they represented the Province at the recent Colonial prize firing.: [482, 767, 631, 819]
dateline-place: BLUFF, May 11.: [738, 273, 788, 283]
subheading: CEMETERIES ORDINANCES REPEAL BILL, SOUTHLAND.: [11, 594, 157, 612]
paragraph: The Speaker took the chair at two o'clock.: [331, 344, 457, 354]
paragraph: Mr Macassey's amendment was then put and negatived ; and Mr Barton's being put from the chair, Mr Reynolds proposed an amendment upon it by inserting or adding the word "not being members of the Executive Council of the Province." This question was lost on the voices, and Mr Reynolds called for a division, but upon the voices being called for after the doors were locked, neither gave his voice nor called for a division. A division however was called for by Mr Shepherd, and the tellers being appointed, several honmembers, who were, "voted a division, crossed over to the other side, and eventually voted with the "noes," as did the mover of the amendment (Mr Reynolds) himself, thus leaving the tellers for the "ayes" alone—or, as put by Mr Barton, "commanders without soldiers." This caused considerable discussion, involving "points of order," but at length it was resolved to enter the division as—ayes, 2 ; noes, 27.: [167, 1072, 316, 1249]
paragraph: Mr Ormond has left for Wellington.: [489, 1277, 595, 1287]
paragraph: COMMERCIAL.—Cookeys are wanted at L7. Flour is firm at L16. Wheat, 6s 9d to 7s. Oats, 3s to 3s 3d. Sugars are very firm, especially whites ; nine advices per Kasan state that two ships are loading at Mauritius for the Colonies. Iron is dearer.: [796, 595, 946, 647]
dateline-place: SYDNEY.: [760, 228, 788, 238]
column-3: [321, 30, 478, 1502]
paragraph: Shipping—Arrived, Northern Light from Westport, Prosperity from Hokitika, Eleanor and Gleaner from Greymouth. Sailed, Hector for Napier.: [639, 194, 788, 229]
paragraph: A. Mercer reports for the week ending May 11 :—Retail prices only—Fresh butter, in 1lb. and 2lb. prints, best quality, 1s to 1s 2d per lb. ; second quality, 10d per lb. ; fresh butter in lumps, 10d per lb ; powdered and salted butter, 10d per lb ; salt butter, in kegs 9d to 1s. The supply of fresh butter is still plentiful and storekeepers generally are giving the settlers a slight advance in price, but only for the best quality. The stocks of salted butter are still held in the hands of a few, and the sales this week have been limited. There is still an improvement observable in cheese but the quantity held in stock is lighter. Best quality from 6d to 8d per lb ; second quality, 6d per lb. Side and rolled bacon in very plentiful, and selling from 8d to 10d per lb. In Colonial hams there is still a brisk trade doing at 1s per lb. Eggs are still exceedingly scarce and much enquired after ; storekeepers are unable to meet the demand, and prices ranged from 2s 6d to 3s per doz.: [954, 238, 1104, 407]
subheading: REPORTS ON PETITIONS.: [356, 392, 442, 402]
paragraph: An influential committee has been formed at Bombay to raise funds for a memorial to Lord Mayo.: [639, 958, 788, 985]
paragraph: The motion was carried.: [17, 584, 89, 593]
